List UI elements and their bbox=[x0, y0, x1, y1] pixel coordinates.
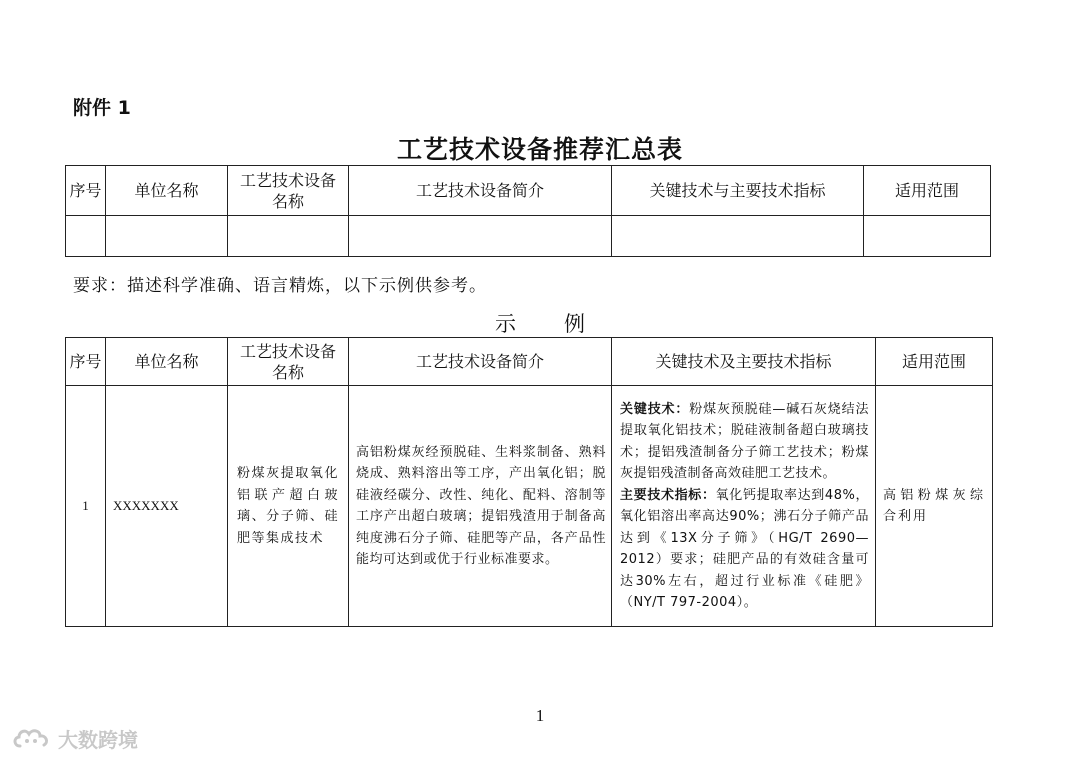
empty-cell bbox=[66, 216, 106, 257]
empty-cell bbox=[612, 216, 864, 257]
document-title: 工艺技术设备推荐汇总表 bbox=[396, 135, 683, 164]
header-application-scope: 适用范围 bbox=[876, 338, 993, 386]
attachment-label: 附件 1 bbox=[73, 97, 131, 119]
empty-cell bbox=[228, 216, 349, 257]
empty-cell bbox=[864, 216, 991, 257]
example-heading-char: 例 bbox=[564, 312, 585, 336]
example-table bbox=[65, 337, 993, 627]
main-indicator-label: 主要技术指标： bbox=[620, 487, 716, 503]
header-process-equipment-intro: 工艺技术设备简介 bbox=[349, 166, 612, 216]
table-header-row bbox=[66, 338, 993, 386]
header-serial-number: 序号 bbox=[66, 338, 106, 386]
header-process-equipment-intro: 工艺技术设备简介 bbox=[349, 338, 612, 386]
header-process-equipment-name: 工艺技术设备名称 bbox=[228, 338, 349, 386]
empty-cell bbox=[349, 216, 612, 257]
table-header-row bbox=[66, 166, 991, 216]
main-indicator-text: 氧化钙提取率达到48%，氧化铝溶出率高达90%；沸石分子筛产品达到《13X分子筛》（HG/T 2690—2012）要求；硅肥产品的有效硅含量可达30%左右，超过行业标准《硅肥》（NY/T 797-2004）。 bbox=[620, 487, 869, 610]
key-technology-label: 关键技术： bbox=[620, 401, 690, 417]
page-number: 1 bbox=[535, 706, 545, 725]
header-key-technology: 关键技术与主要技术指标 bbox=[612, 166, 864, 216]
key-technology-text: 粉煤灰预脱硅—碱石灰烧结法提取氧化铝技术；脱硅液制备超白玻璃技术；提铝残渣制备分子筛工艺技术；粉煤灰提铝残渣制备高效硅肥工艺技术。 bbox=[620, 401, 869, 481]
empty-cell bbox=[106, 216, 228, 257]
cell-process-equipment-name: 粉煤灰提取氧化铝联产超白玻璃、分子筛、硅肥等集成技术 bbox=[228, 386, 349, 627]
example-heading-char: 示 bbox=[495, 312, 516, 336]
table-empty-row bbox=[66, 216, 991, 257]
header-process-equipment-name: 工艺技术设备名称 bbox=[228, 166, 349, 216]
cloud-logo-icon bbox=[10, 725, 54, 751]
summary-table-template bbox=[65, 165, 991, 257]
cell-serial-number: 1 bbox=[66, 386, 106, 627]
watermark bbox=[10, 724, 138, 752]
header-application-scope: 适用范围 bbox=[864, 166, 991, 216]
example-heading bbox=[0, 308, 1080, 338]
header-unit-name: 单位名称 bbox=[106, 338, 228, 386]
header-unit-name: 单位名称 bbox=[106, 166, 228, 216]
table-row bbox=[66, 386, 993, 627]
cell-application-scope: 高铝粉煤灰综合利用 bbox=[876, 386, 993, 627]
requirement-note: 要求：描述科学准确、语言精炼，以下示例供参考。 bbox=[73, 276, 487, 296]
cell-process-equipment-intro: 高铝粉煤灰经预脱硅、生料浆制备、熟料烧成、熟料溶出等工序，产出氧化铝；脱硅液经碳分、改性、纯化、配料、溶制等工序产出超白玻璃；提铝残渣用于制备高纯度沸石分子筛、硅肥等产品，各产品性能均可达到或优于行业标准要求。 bbox=[349, 386, 612, 627]
cell-key-technology bbox=[612, 386, 876, 627]
header-serial-number: 序号 bbox=[66, 166, 106, 216]
watermark-text: 大数跨境 bbox=[58, 727, 138, 752]
cell-unit-name: XXXXXXX bbox=[106, 386, 228, 627]
header-key-technology: 关键技术及主要技术指标 bbox=[612, 338, 876, 386]
